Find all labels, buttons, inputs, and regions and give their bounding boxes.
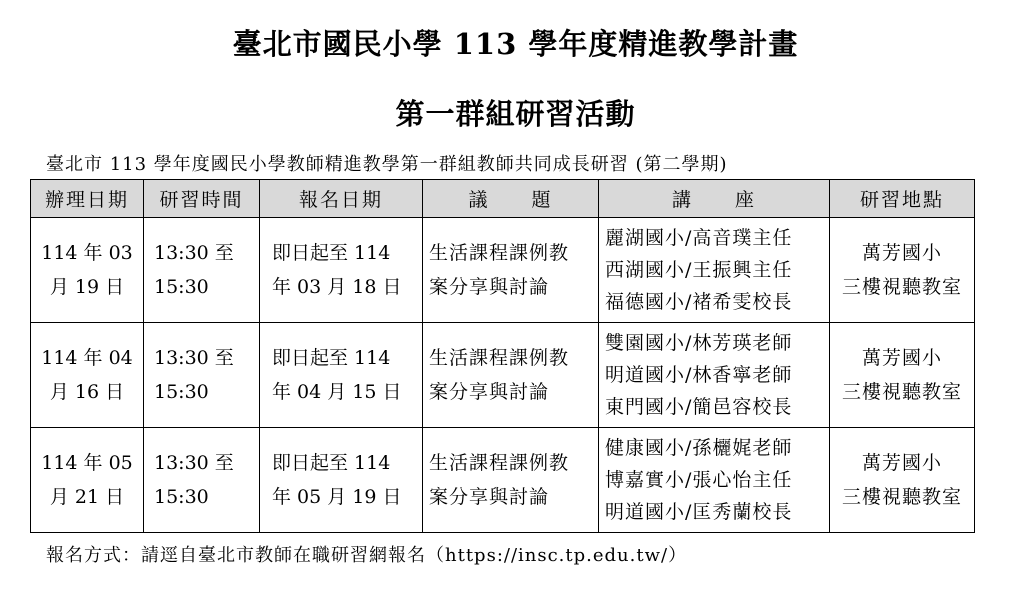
cell-location: 萬芳國小 三樓視聽教室	[830, 428, 975, 533]
cell-speakers: 雙園國小/林芳瑛老師 明道國小/林香寧老師 東門國小/簡邑容校長	[599, 323, 830, 428]
header-time: 研習時間	[144, 180, 260, 218]
cell-registration: 即日起至 114 年 04 月 15 日	[260, 323, 423, 428]
registration-note: 報名方式：請逕自臺北市教師在職研習網報名（https://insc.tp.edu.tw/）	[46, 545, 688, 566]
header-speakers: 講 座	[599, 180, 830, 218]
cell-registration: 即日起至 114 年 03 月 18 日	[260, 218, 423, 323]
header-topic: 議 題	[423, 180, 599, 218]
cell-topic: 生活課程課例教 案分享與討論	[423, 323, 599, 428]
header-date: 辦理日期	[31, 180, 144, 218]
cell-location: 萬芳國小 三樓視聽教室	[830, 218, 975, 323]
cell-time: 13:30 至 15:30	[144, 323, 260, 428]
description: 臺北市 113 學年度國民小學教師精進教學第一群組教師共同成長研習 (第二學期)	[46, 154, 728, 175]
cell-date: 114 年 05 月 21 日	[31, 428, 144, 533]
cell-date: 114 年 04 月 16 日	[31, 323, 144, 428]
header-registration: 報名日期	[260, 180, 423, 218]
cell-registration: 即日起至 114 年 05 月 19 日	[260, 428, 423, 533]
cell-speakers: 麗湖國小/高音璞主任 西湖國小/王振興主任 福德國小/褚希雯校長	[599, 218, 830, 323]
table-row	[31, 428, 975, 533]
table-header-row	[31, 180, 975, 218]
schedule-table	[30, 179, 975, 533]
table-row	[31, 218, 975, 323]
cell-topic: 生活課程課例教 案分享與討論	[423, 428, 599, 533]
table-row	[31, 323, 975, 428]
cell-location: 萬芳國小 三樓視聽教室	[830, 323, 975, 428]
cell-date: 114 年 03 月 19 日	[31, 218, 144, 323]
document-subtitle: 第一群組研習活動	[395, 97, 636, 131]
header-location: 研習地點	[830, 180, 975, 218]
cell-topic: 生活課程課例教 案分享與討論	[423, 218, 599, 323]
cell-speakers: 健康國小/孫欐娓老師 博嘉實小/張心怡主任 明道國小/匡秀蘭校長	[599, 428, 830, 533]
cell-time: 13:30 至 15:30	[144, 218, 260, 323]
cell-time: 13:30 至 15:30	[144, 428, 260, 533]
document-title: 臺北市國民小學 113 學年度精進教學計畫	[232, 27, 799, 61]
